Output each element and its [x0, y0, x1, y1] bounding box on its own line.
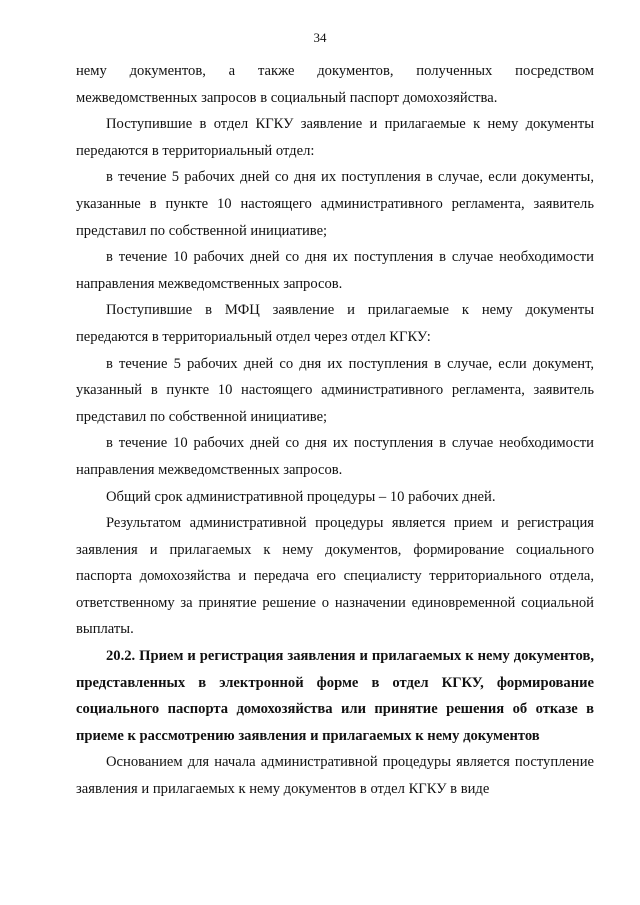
section-heading-20-2: 20.2. Прием и регистрация заявления и прилагаемых к нему документов, представленных в электронной форме в отдел КГКУ, формирование социального паспорта домохозяйства или принятие решения об отказе в приеме к рассмотрению заявления и прилагаемых к нему документов [76, 648, 594, 744]
paragraph-ten-days-requests-mfc: в течение 10 рабочих дней со дня их поступления в случае необходимости направления межведомственных запросов. [76, 435, 594, 478]
paragraph-five-days-document: в течение 5 рабочих дней со дня их поступления в случае, если документ, указанный в пункте 10 настоящего административного регламента, заявитель представил по собственной инициативе; [76, 355, 594, 425]
paragraph-kgku-submission: Поступившие в отдел КГКУ заявление и прилагаемые к нему документы передаются в территориальный отдел: [76, 116, 594, 159]
page-number: 34 [313, 30, 327, 45]
document-body [76, 58, 594, 803]
paragraph-result: Результатом административной процедуры является прием и регистрация заявления и прилагаемых к нему документов, формирование социального паспорта домохозяйства и передача его специалисту территориального отдела, ответственному за принятие решение о назначении единовременной социальной выплаты. [76, 515, 594, 638]
paragraph-total-term: Общий срок административной процедуры – 10 рабочих дней. [106, 488, 496, 505]
paragraph-mfc-submission: Поступившие в МФЦ заявление и прилагаемые к нему документы передаются в территориальный отдел через отдел КГКУ: [76, 302, 594, 345]
paragraph-continuation: нему документов, а также документов, полученных посредством межведомственных запросов в социальный паспорт домохозяйства. [76, 63, 594, 106]
paragraph-basis: Основанием для начала административной процедуры является поступление заявления и прилагаемых к нему документов в отдел КГКУ в виде [76, 754, 594, 798]
paragraph-ten-days-requests: в течение 10 рабочих дней со дня их поступления в случае необходимости направления межведомственных запросов. [76, 249, 594, 292]
paragraph-five-days-documents: в течение 5 рабочих дней со дня их поступления в случае, если документы, указанные в пункте 10 настоящего административного регламента, заявитель представил по собственной инициативе; [76, 169, 594, 239]
